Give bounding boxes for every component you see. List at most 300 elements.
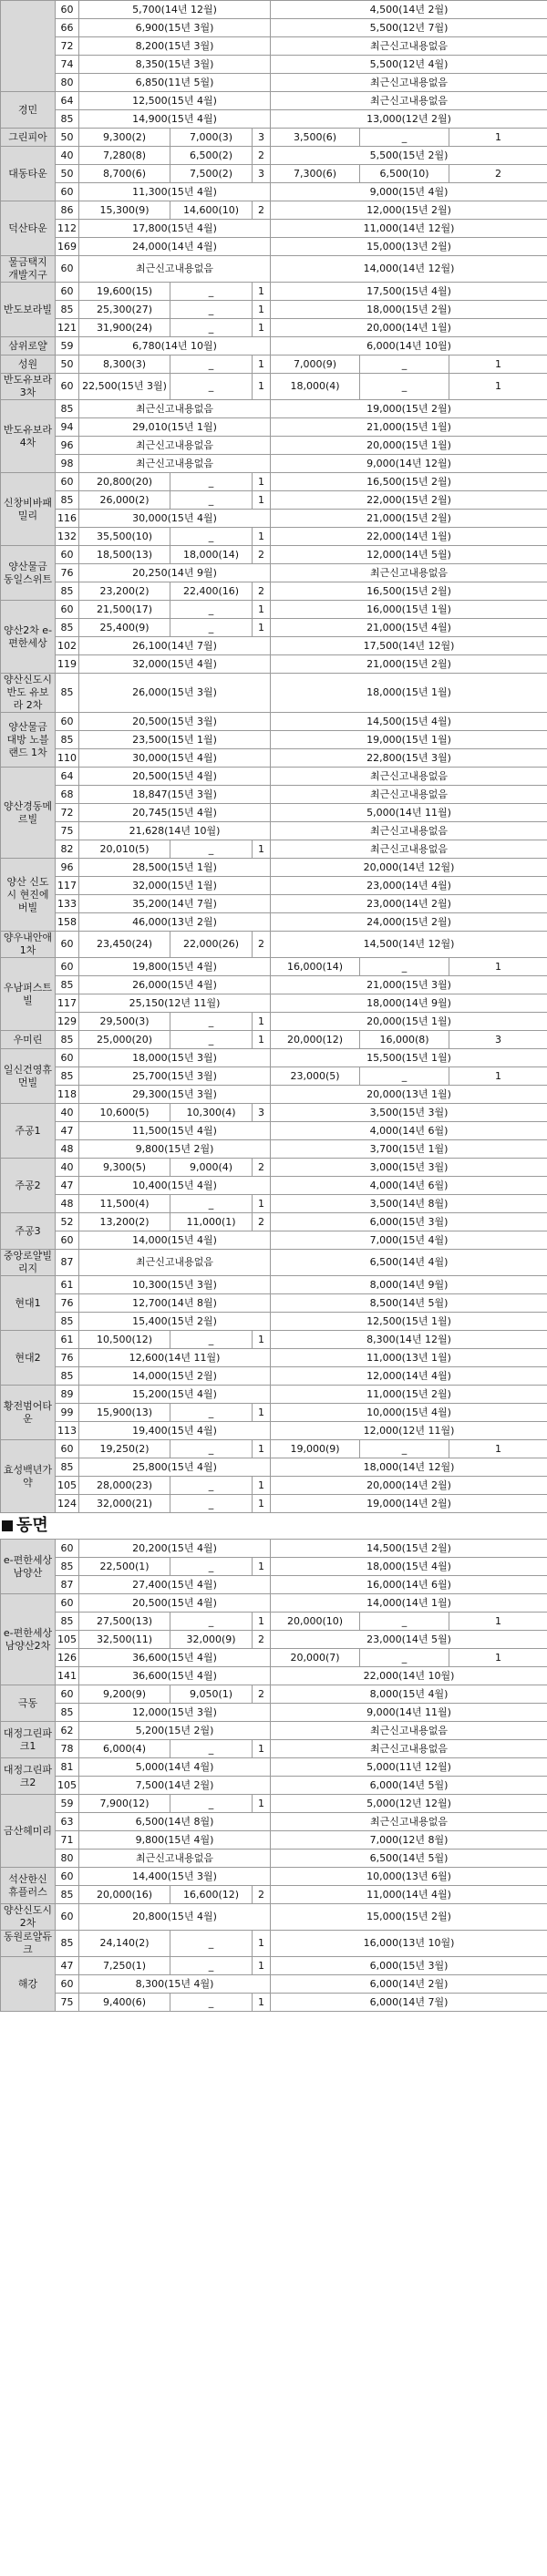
area-cell: 105	[56, 1631, 79, 1649]
sale-count-cell: 3	[253, 165, 271, 183]
table-row	[1, 637, 547, 655]
table-row	[1, 994, 547, 1013]
area-cell: 105	[56, 1477, 79, 1495]
area-cell: 72	[56, 37, 79, 56]
table-row	[1, 749, 547, 768]
sale-count-cell: 1	[253, 1404, 271, 1422]
sale-price-cell: 12,600(14년 11월)	[79, 1349, 271, 1367]
lease-price-cell: 7,000(12년 8월)	[271, 1831, 547, 1850]
table-row	[1, 1177, 547, 1195]
lease-low-cell: _	[360, 1440, 449, 1458]
table-row	[1, 1331, 547, 1349]
sale-high-cell: 24,140(2)	[79, 1931, 170, 1957]
area-cell: 158	[56, 913, 79, 932]
area-cell: 60	[56, 473, 79, 491]
sale-high-cell: 22,500(15년 3월)	[79, 374, 170, 400]
area-cell: 117	[56, 877, 79, 895]
sale-price-cell: 20,500(15년 4월)	[79, 1594, 271, 1613]
area-cell: 98	[56, 455, 79, 473]
sale-low-cell: _	[170, 601, 253, 619]
table-row	[1, 147, 547, 165]
lease-price-cell: 19,000(15년 1월)	[271, 731, 547, 749]
complex-name: 석산한신 휴플러스	[1, 1868, 56, 1904]
sale-count-cell: 2	[253, 932, 271, 958]
sale-low-cell: _	[170, 1331, 253, 1349]
table-row	[1, 1404, 547, 1422]
lease-price-cell: 3,500(15년 3월)	[271, 1104, 547, 1122]
sale-count-cell: 2	[253, 546, 271, 564]
lease-price-cell: 20,000(15년 1월)	[271, 1013, 547, 1031]
area-cell: 50	[56, 165, 79, 183]
sale-high-cell: 7,280(8)	[79, 147, 170, 165]
lease-price-cell: 17,500(15년 4월)	[271, 283, 547, 301]
sale-price-cell: 28,500(15년 1월)	[79, 859, 271, 877]
lease-low-cell: _	[360, 958, 449, 976]
table-row	[1, 183, 547, 201]
lease-price-cell: 5,500(12년 7월)	[271, 19, 547, 37]
table-row	[1, 1367, 547, 1386]
lease-price-cell: 7,000(15년 4월)	[271, 1231, 547, 1250]
table-row	[1, 301, 547, 319]
sale-low-cell: 32,000(9)	[170, 1631, 253, 1649]
sale-high-cell: 31,900(24)	[79, 319, 170, 337]
sale-low-cell: _	[170, 1404, 253, 1422]
lease-count-cell: 1	[449, 374, 547, 400]
table-row	[1, 1613, 547, 1631]
table-row	[1, 601, 547, 619]
lease-price-cell: 8,000(14년 9월)	[271, 1276, 547, 1294]
table-row	[1, 1086, 547, 1104]
sale-price-cell: 최근신고내용없음	[79, 1850, 271, 1868]
sale-low-cell: _	[170, 1495, 253, 1513]
sale-price-cell: 6,900(15년 3월)	[79, 19, 271, 37]
sale-low-cell: 7,000(3)	[170, 129, 253, 147]
lease-price-cell: 3,700(15년 1월)	[271, 1140, 547, 1159]
complex-name: 그린피아	[1, 129, 56, 147]
table-row	[1, 768, 547, 786]
sale-count-cell: 1	[253, 840, 271, 859]
complex-name: 주공2	[1, 1159, 56, 1213]
lease-price-cell: 16,500(15년 2월)	[271, 582, 547, 601]
area-cell: 87	[56, 1250, 79, 1276]
area-cell: 59	[56, 337, 79, 355]
table-row	[1, 1195, 547, 1213]
lease-price-cell: 3,500(14년 8월)	[271, 1195, 547, 1213]
lease-count-cell: 2	[449, 165, 547, 183]
complex-name: 극동	[1, 1685, 56, 1722]
sale-count-cell: 1	[253, 301, 271, 319]
area-cell: 87	[56, 1576, 79, 1594]
complex-name: 우남퍼스트빌	[1, 958, 56, 1031]
table-row	[1, 256, 547, 283]
lease-price-cell: 14,500(15년 4월)	[271, 713, 547, 731]
area-cell: 60	[56, 958, 79, 976]
area-cell: 85	[56, 1558, 79, 1576]
lease-high-cell: 7,300(6)	[271, 165, 360, 183]
table-row	[1, 564, 547, 582]
lease-price-cell: 14,500(15년 2월)	[271, 1540, 547, 1558]
sale-count-cell: 1	[253, 1331, 271, 1349]
sale-low-cell: _	[170, 619, 253, 637]
lease-price-cell: 20,000(14년 1월)	[271, 319, 547, 337]
table-body-1	[1, 1, 547, 1513]
table-row	[1, 1685, 547, 1704]
lease-price-cell: 20,000(14년 12월)	[271, 859, 547, 877]
sale-price-cell: 18,000(15년 3월)	[79, 1049, 271, 1067]
sale-count-cell: 1	[253, 528, 271, 546]
lease-price-cell: 16,000(15년 1월)	[271, 601, 547, 619]
sale-price-cell: 26,100(14년 7월)	[79, 637, 271, 655]
area-cell: 60	[56, 1868, 79, 1886]
area-cell: 85	[56, 619, 79, 637]
table-row	[1, 1594, 547, 1613]
complex-name: 현대1	[1, 1276, 56, 1331]
sale-count-cell: 1	[253, 1477, 271, 1495]
table-row	[1, 877, 547, 895]
area-cell: 85	[56, 582, 79, 601]
lease-price-cell: 12,000(14년 5월)	[271, 546, 547, 564]
sale-count-cell: 2	[253, 1213, 271, 1231]
area-cell: 85	[56, 1031, 79, 1049]
table-row	[1, 932, 547, 958]
sale-high-cell: 32,500(11)	[79, 1631, 170, 1649]
lease-price-cell: 18,000(15년 1월)	[271, 674, 547, 713]
table-row	[1, 822, 547, 840]
sale-price-cell: 36,600(15년 4월)	[79, 1667, 271, 1685]
sale-high-cell: 19,250(2)	[79, 1440, 170, 1458]
area-cell: 48	[56, 1195, 79, 1213]
sale-price-cell: 15,400(15년 2월)	[79, 1313, 271, 1331]
table-row	[1, 1049, 547, 1067]
sale-price-cell: 9,800(15년 2월)	[79, 1140, 271, 1159]
area-cell: 132	[56, 528, 79, 546]
area-cell: 60	[56, 374, 79, 400]
lease-price-cell: 6,000(14년 7월)	[271, 1994, 547, 2012]
area-cell: 40	[56, 1159, 79, 1177]
complex-name: 대정그린파크1	[1, 1722, 56, 1758]
lease-low-cell: _	[360, 355, 449, 374]
area-cell: 80	[56, 74, 79, 92]
area-cell: 60	[56, 1904, 79, 1931]
lease-low-cell: _	[360, 1649, 449, 1667]
sale-low-cell: _	[170, 473, 253, 491]
sale-count-cell: 3	[253, 129, 271, 147]
complex-name: 효성백년가약	[1, 1440, 56, 1513]
sale-count-cell: 1	[253, 491, 271, 510]
table-row	[1, 1722, 547, 1740]
sale-count-cell: 1	[253, 1613, 271, 1631]
sale-price-cell: 23,500(15년 1월)	[79, 731, 271, 749]
sale-low-cell: 16,600(12)	[170, 1886, 253, 1904]
table-row	[1, 1758, 547, 1777]
sale-high-cell: 15,300(9)	[79, 201, 170, 220]
sale-high-cell: 19,600(15)	[79, 283, 170, 301]
complex-name: 양산신도시2차	[1, 1904, 56, 1931]
table-row	[1, 1667, 547, 1685]
table-row	[1, 319, 547, 337]
complex-name: 대정그린파크2	[1, 1758, 56, 1795]
lease-price-cell: 12,500(15년 1월)	[271, 1313, 547, 1331]
complex-name: 동원로얄듀크	[1, 1931, 56, 1957]
lease-price-cell: 14,000(14년 12월)	[271, 256, 547, 283]
sale-count-cell: 1	[253, 1558, 271, 1576]
complex-name: e-편한세상 남양산2차	[1, 1594, 56, 1685]
area-cell: 40	[56, 1104, 79, 1122]
lease-price-cell: 22,000(15년 2월)	[271, 491, 547, 510]
sale-price-cell: 35,200(14년 7월)	[79, 895, 271, 913]
sale-count-cell: 2	[253, 1886, 271, 1904]
area-cell: 99	[56, 1404, 79, 1422]
complex-name: 양산신도시 반도 유보라 2차	[1, 674, 56, 713]
sale-low-cell: 10,300(4)	[170, 1104, 253, 1122]
complex-name: 덕산타운	[1, 201, 56, 256]
sale-high-cell: 32,000(21)	[79, 1495, 170, 1513]
sale-count-cell: 3	[253, 1104, 271, 1122]
area-cell: 116	[56, 510, 79, 528]
lease-high-cell: 20,000(10)	[271, 1613, 360, 1631]
lease-price-cell: 6,000(15년 3월)	[271, 1957, 547, 1975]
table-row	[1, 1813, 547, 1831]
complex-name: 중앙로얄빌리지	[1, 1250, 56, 1276]
area-cell: 47	[56, 1122, 79, 1140]
complex-name: 현대2	[1, 1331, 56, 1386]
table-row	[1, 619, 547, 637]
lease-high-cell: 20,000(7)	[271, 1649, 360, 1667]
sale-high-cell: 20,800(20)	[79, 473, 170, 491]
complex-name: 삼위로얄	[1, 337, 56, 355]
lease-price-cell: 21,000(15년 2월)	[271, 510, 547, 528]
lease-price-cell: 11,000(14년 12월)	[271, 220, 547, 238]
complex-name	[1, 1, 56, 92]
sale-high-cell: 15,900(13)	[79, 1404, 170, 1422]
sale-high-cell: 7,900(12)	[79, 1795, 170, 1813]
area-cell: 40	[56, 147, 79, 165]
area-cell: 66	[56, 19, 79, 37]
sale-count-cell: 1	[253, 619, 271, 637]
lease-price-cell: 9,000(14년 12월)	[271, 455, 547, 473]
sale-count-cell: 2	[253, 582, 271, 601]
table-row	[1, 455, 547, 473]
lease-price-cell: 15,000(13년 2월)	[271, 238, 547, 256]
sale-low-cell: _	[170, 1031, 253, 1049]
lease-price-cell: 16,000(13년 10월)	[271, 1931, 547, 1957]
sale-price-cell: 10,300(15년 3월)	[79, 1276, 271, 1294]
lease-price-cell: 12,000(12년 11월)	[271, 1422, 547, 1440]
area-cell: 60	[56, 183, 79, 201]
table-row	[1, 74, 547, 92]
sale-price-cell: 5,000(14년 4월)	[79, 1758, 271, 1777]
lease-price-cell: 8,000(15년 4월)	[271, 1685, 547, 1704]
lease-count-cell: 1	[449, 1613, 547, 1631]
sale-low-cell: 14,600(10)	[170, 201, 253, 220]
lease-price-cell: 5,000(12년 12월)	[271, 1795, 547, 1813]
sale-low-cell: 6,500(2)	[170, 147, 253, 165]
lease-price-cell: 12,000(15년 2월)	[271, 201, 547, 220]
table-row	[1, 1558, 547, 1576]
sale-high-cell: 10,600(5)	[79, 1104, 170, 1122]
complex-name: 황전범어타운	[1, 1386, 56, 1440]
table-row	[1, 418, 547, 437]
area-cell: 85	[56, 491, 79, 510]
lease-price-cell: 4,000(14년 6월)	[271, 1122, 547, 1140]
sale-price-cell: 26,000(15년 3월)	[79, 674, 271, 713]
table-row	[1, 895, 547, 913]
table-body-2	[1, 1540, 547, 2012]
complex-name: 대동타운	[1, 147, 56, 201]
table-row	[1, 92, 547, 110]
lease-price-cell: 23,000(14년 2월)	[271, 895, 547, 913]
sale-price-cell: 12,500(15년 4월)	[79, 92, 271, 110]
area-cell: 126	[56, 1649, 79, 1667]
area-cell: 85	[56, 731, 79, 749]
sale-low-cell: 22,000(26)	[170, 932, 253, 958]
lease-price-cell: 8,300(14년 12월)	[271, 1331, 547, 1349]
table-row	[1, 1422, 547, 1440]
lease-price-cell: 4,500(14년 2월)	[271, 1, 547, 19]
sale-low-cell: _	[170, 1477, 253, 1495]
area-cell: 60	[56, 1231, 79, 1250]
sale-price-cell: 20,500(15년 4월)	[79, 768, 271, 786]
lease-price-cell: 11,000(13년 1월)	[271, 1349, 547, 1367]
lease-low-cell: _	[360, 129, 449, 147]
sale-low-cell: _	[170, 1558, 253, 1576]
sale-price-cell: 10,400(15년 4월)	[79, 1177, 271, 1195]
lease-count-cell: 1	[449, 1067, 547, 1086]
sale-count-cell: 1	[253, 1495, 271, 1513]
area-cell: 60	[56, 1685, 79, 1704]
lease-price-cell: 14,500(14년 12월)	[271, 932, 547, 958]
table-row	[1, 201, 547, 220]
sale-low-cell: _	[170, 491, 253, 510]
sale-price-cell: 29,010(15년 1월)	[79, 418, 271, 437]
area-cell: 85	[56, 976, 79, 994]
lease-price-cell: 최근신고내용없음	[271, 37, 547, 56]
table-row	[1, 528, 547, 546]
area-cell: 60	[56, 713, 79, 731]
table-row	[1, 1386, 547, 1404]
area-cell: 82	[56, 840, 79, 859]
sale-price-cell: 17,800(15년 4월)	[79, 220, 271, 238]
sale-price-cell: 최근신고내용없음	[79, 1250, 271, 1276]
lease-high-cell: 20,000(12)	[271, 1031, 360, 1049]
sale-high-cell: 25,400(9)	[79, 619, 170, 637]
lease-count-cell: 1	[449, 1440, 547, 1458]
sale-price-cell: 최근신고내용없음	[79, 400, 271, 418]
sale-price-cell: 30,000(15년 4월)	[79, 749, 271, 768]
sale-price-cell: 8,300(15년 4월)	[79, 1975, 271, 1994]
sale-count-cell: 1	[253, 1440, 271, 1458]
sale-price-cell: 11,300(15년 4월)	[79, 183, 271, 201]
table-row	[1, 491, 547, 510]
table-row	[1, 129, 547, 147]
table-row	[1, 731, 547, 749]
area-cell: 89	[56, 1386, 79, 1404]
area-cell: 85	[56, 1886, 79, 1904]
sale-price-cell: 8,200(15년 3월)	[79, 37, 271, 56]
table-row	[1, 1250, 547, 1276]
sale-low-cell: _	[170, 374, 253, 400]
lease-price-cell: 21,000(15년 1월)	[271, 418, 547, 437]
area-cell: 133	[56, 895, 79, 913]
table-row	[1, 1740, 547, 1758]
area-cell: 60	[56, 1, 79, 19]
lease-price-cell: 6,000(15년 3월)	[271, 1213, 547, 1231]
area-cell: 50	[56, 355, 79, 374]
area-cell: 74	[56, 56, 79, 74]
sale-high-cell: 22,500(1)	[79, 1558, 170, 1576]
sale-count-cell: 1	[253, 1031, 271, 1049]
sale-price-cell: 11,500(15년 4월)	[79, 1122, 271, 1140]
table-row	[1, 958, 547, 976]
sale-low-cell: 9,000(4)	[170, 1159, 253, 1177]
table-row	[1, 110, 547, 129]
table-row	[1, 1013, 547, 1031]
sale-price-cell: 29,300(15년 3월)	[79, 1086, 271, 1104]
lease-count-cell: 1	[449, 129, 547, 147]
sale-low-cell: _	[170, 301, 253, 319]
sale-price-cell: 20,200(15년 4월)	[79, 1540, 271, 1558]
area-cell: 47	[56, 1957, 79, 1975]
area-cell: 112	[56, 220, 79, 238]
area-cell: 60	[56, 932, 79, 958]
lease-price-cell: 최근신고내용없음	[271, 840, 547, 859]
table-row	[1, 437, 547, 455]
table-row	[1, 473, 547, 491]
sale-low-cell: _	[170, 1195, 253, 1213]
sale-count-cell: 1	[253, 1931, 271, 1957]
lease-price-cell: 15,000(15년 2월)	[271, 1904, 547, 1931]
area-cell: 60	[56, 1975, 79, 1994]
table-row	[1, 674, 547, 713]
area-cell: 85	[56, 1458, 79, 1477]
complex-name: 반도유보라4차	[1, 400, 56, 473]
lease-price-cell: 9,000(14년 11월)	[271, 1704, 547, 1722]
table-row	[1, 1031, 547, 1049]
table-row	[1, 1631, 547, 1649]
table-row	[1, 1, 547, 19]
sale-low-cell: _	[170, 1013, 253, 1031]
table-row	[1, 1831, 547, 1850]
sale-price-cell: 36,600(15년 4월)	[79, 1649, 271, 1667]
area-cell: 75	[56, 822, 79, 840]
sale-low-cell: _	[170, 319, 253, 337]
area-cell: 118	[56, 1086, 79, 1104]
lease-price-cell: 5,000(11년 12월)	[271, 1758, 547, 1777]
lease-high-cell: 19,000(9)	[271, 1440, 360, 1458]
lease-count-cell: 3	[449, 1031, 547, 1049]
complex-name: 해강	[1, 1957, 56, 2012]
table-row	[1, 1067, 547, 1086]
table-row	[1, 1294, 547, 1313]
sale-high-cell: 10,500(12)	[79, 1331, 170, 1349]
sale-price-cell: 32,000(15년 1월)	[79, 877, 271, 895]
sale-high-cell: 25,300(27)	[79, 301, 170, 319]
area-cell: 64	[56, 92, 79, 110]
complex-name: 우미린	[1, 1031, 56, 1049]
lease-price-cell: 18,000(14년 12월)	[271, 1458, 547, 1477]
lease-price-cell: 21,000(15년 2월)	[271, 655, 547, 674]
sale-price-cell: 21,628(14년 10월)	[79, 822, 271, 840]
sale-price-cell: 25,800(15년 4월)	[79, 1458, 271, 1477]
lease-price-cell: 20,000(15년 1월)	[271, 437, 547, 455]
table-row	[1, 1477, 547, 1495]
sale-high-cell: 7,250(1)	[79, 1957, 170, 1975]
complex-name: 금산헤미리	[1, 1795, 56, 1868]
sale-price-cell: 14,000(15년 4월)	[79, 1231, 271, 1250]
table-row	[1, 283, 547, 301]
sale-high-cell: 28,000(23)	[79, 1477, 170, 1495]
area-cell: 86	[56, 201, 79, 220]
